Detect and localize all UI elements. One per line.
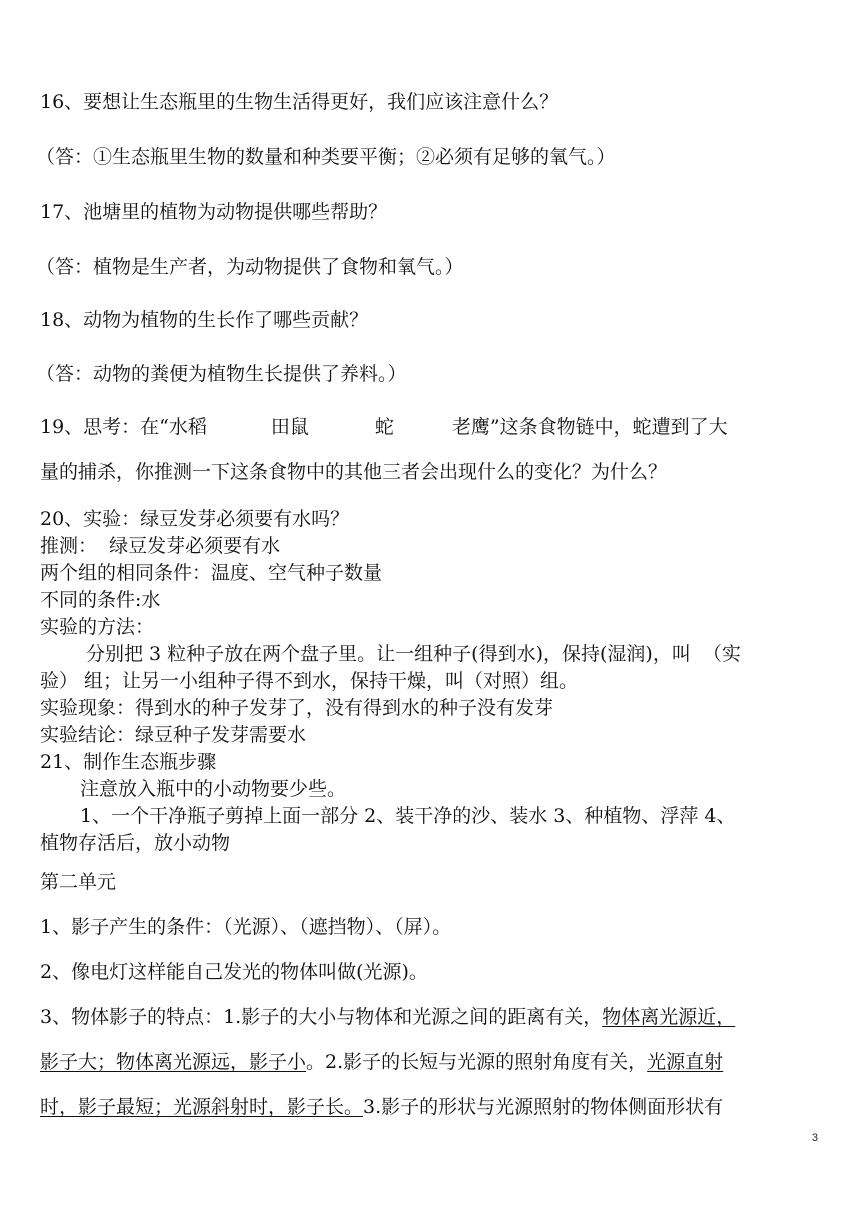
question-20: 20、实验：绿豆发芽必须要有水吗？ — [40, 508, 350, 530]
method-heading: 实验的方法： — [40, 616, 155, 638]
underlined-text: 光源直射 — [647, 1051, 724, 1073]
page-number: 3 — [811, 1132, 818, 1144]
underlined-text: 时，影子最短；光源斜射时，影子长。 — [40, 1096, 364, 1118]
shadow-item-3-line1: 3、物体影子的特点：1.影子的大小与物体和光源之间的距离有关，物体离光源近， — [40, 1006, 736, 1028]
shadow-item-3-line3: 时，影子最短；光源斜射时，影子长。3.影子的形状与光源照射的物体侧面形状有 — [40, 1096, 724, 1118]
method-line2: 验） 组；让另一小组种子得不到水，保持干燥，叫（对照）组。 — [40, 670, 579, 692]
answer-17: （答：植物是生产者，为动物提供了食物和氧气。） — [36, 256, 464, 278]
different-condition: 不同的条件:水 — [40, 589, 161, 611]
shadow-item-1: 1、影子产生的条件：（光源）、（遮挡物）、（屏）。 — [40, 916, 452, 938]
question-17: 17、池塘里的植物为动物提供哪些帮助？ — [40, 201, 388, 223]
experiment-conclusion: 实验结论：绿豆种子发芽需要水 — [40, 724, 307, 746]
experiment-phenomenon: 实验现象：得到水的种子发芽了，没有得到水的种子没有发芽 — [40, 697, 554, 719]
question-18: 18、动物为植物的生长作了哪些贡献？ — [40, 309, 369, 331]
underlined-text: 物体离光源近， — [602, 1006, 736, 1028]
question-19-line2: 量的捕杀，你推测一下这条食物中的其他三者会出现什么的变化？为什么？ — [40, 461, 668, 483]
answer-18: （答：动物的粪便为植物生长提供了养料。） — [36, 363, 407, 385]
shadow-item-3-line2: 影子大；物体离光源远，影子小。2.影子的长短与光源的照射角度有关，光源直射 — [40, 1051, 724, 1073]
same-conditions: 两个组的相同条件：温度、空气种子数量 — [40, 562, 383, 584]
question-16: 16、要想让生态瓶里的生物生活得更好，我们应该注意什么？ — [40, 91, 559, 113]
note: 注意放入瓶中的小动物要少些。 — [80, 778, 347, 800]
underlined-text: 影子大；物体离光源远，影子小 — [40, 1051, 307, 1073]
method-line1: 分别把 3 粒种子放在两个盘子里。让一组种子(得到水)，保持(湿润)，叫 （实 — [86, 643, 741, 665]
hypothesis: 推测： 绿豆发芽必须要有水 — [40, 535, 281, 557]
steps-line1: 1、一个干净瓶子剪掉上面一部分 2、装干净的沙、装水 3、种植物、浮萍 4、 — [80, 805, 736, 827]
question-19-line1: 19、思考：在“水稻 田鼠 蛇 老鹰”这条食物链中，蛇遭到了大 — [40, 416, 728, 438]
steps-line2: 植物存活后，放小动物 — [40, 832, 231, 854]
shadow-item-2: 2、像电灯这样能自己发光的物体叫做(光源)。 — [40, 961, 428, 983]
answer-16: （答：①生态瓶里生物的数量和种类要平衡；②必须有足够的氧气。） — [36, 146, 616, 168]
unit-heading: 第二单元 — [40, 871, 117, 893]
question-21: 21、制作生态瓶步骤 — [40, 751, 217, 773]
